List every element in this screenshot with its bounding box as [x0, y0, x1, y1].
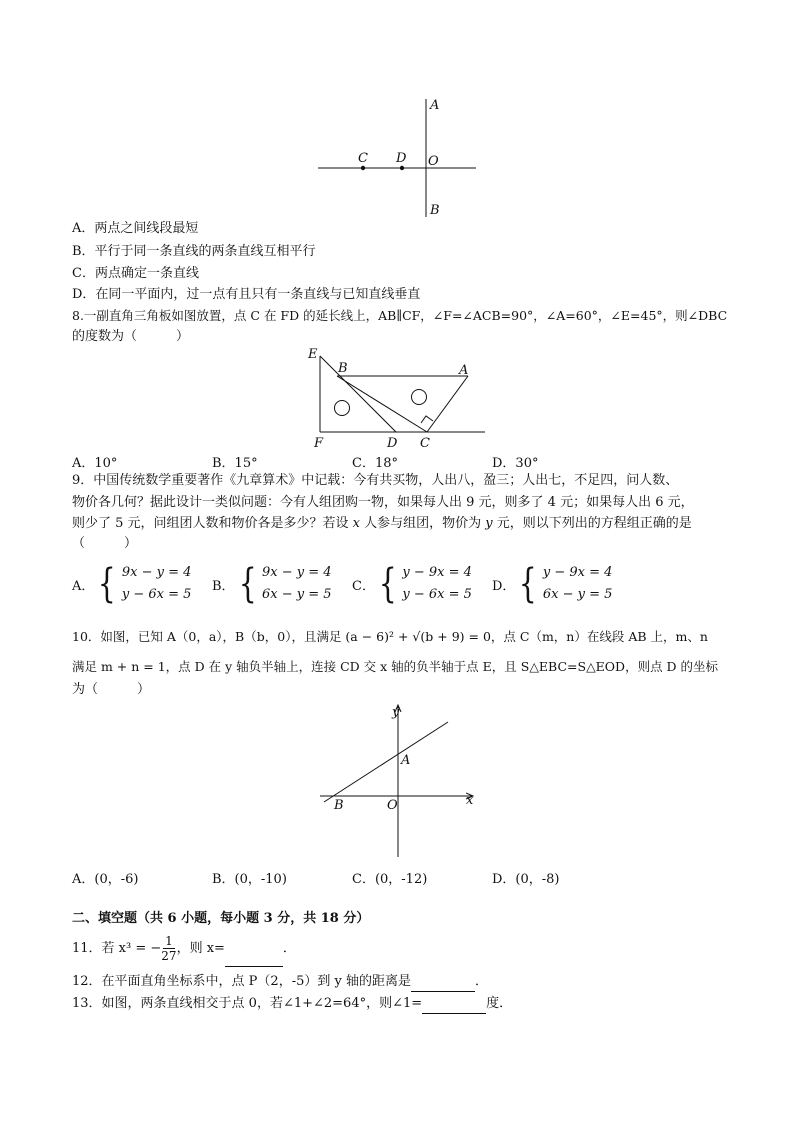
q8-stem-line2: 的度数为（ ） [72, 329, 190, 344]
q9-a-eq2: y − 6x = 5 [121, 587, 192, 602]
label-b: B [338, 361, 348, 376]
label-a: A [459, 363, 469, 378]
label-c: C [358, 151, 368, 166]
q8-option-d: D．30° [492, 456, 539, 471]
brace-icon: { [98, 561, 117, 607]
q13-end: 度． [486, 996, 513, 1011]
q10-figure [310, 700, 490, 860]
label-a: A [401, 753, 411, 768]
q9-c-eq2: y − 6x = 5 [402, 587, 472, 602]
label-o: O [428, 154, 439, 169]
q7-figure [310, 95, 490, 220]
q7-option-c: C．两点确定一条直线 [72, 266, 199, 281]
q9-stem-line2: 物价各几何？据此设计一类似问题：今有人组团购一物，如果每人出 9 元，则多了 4 元；如果每人出 6 元， [72, 495, 694, 510]
q8-option-a: A．10° [72, 456, 118, 471]
q11-prefix: 11．若 x³ = − [72, 941, 162, 956]
q9-stem-line1: 9．中国传统数学重要著作《九章算术》中记载：今有共买物，人出八，盈三；人出七，不足四，问人数、 [72, 473, 679, 488]
label-x: x [466, 793, 474, 808]
q9-b-eq1: 9x − y = 4 [262, 565, 332, 580]
q9-b-eq2: 6x − y = 5 [262, 587, 332, 602]
q7-option-d: D．在同一平面内，过一点有且只有一条直线与已知直线垂直 [72, 287, 421, 302]
q11-denominator: 27 [161, 949, 177, 963]
q9-d-eq2: 6x − y = 5 [542, 587, 613, 602]
q9-a-eq1: 9x − y = 4 [121, 565, 192, 580]
label-f: F [314, 436, 324, 451]
label-c: C [420, 436, 430, 451]
q10-stem-line2: 满足 m + n = 1，点 D 在 y 轴负半轴上，连接 CD 交 x 轴的负半轴于点 E，且 S△EBC=S△EOD，则点 D 的坐标 [72, 659, 719, 674]
brace-icon: { [378, 561, 397, 607]
q8-figure [300, 344, 495, 452]
brace-icon: { [238, 561, 257, 607]
label-e: E [308, 347, 318, 362]
label-y: y [392, 705, 400, 720]
label-d: D [387, 436, 398, 451]
label-d: D [396, 151, 407, 166]
q8-option-c: C．18° [352, 456, 398, 471]
q11-fraction [161, 934, 176, 963]
q10-stem-line1: 10．如图，已知 A（0，a），B（b，0），且满足 (a − 6)² + √(b + 9) = 0，点 C（m，n）在线段 AB 上，m、n [72, 629, 708, 644]
q11-answer-blank[interactable] [225, 932, 283, 967]
section-2-heading: 二、填空题（共 6 小题，每小题 3 分，共 18 分） [72, 911, 370, 926]
q9-line3-part2: 人参与组团，物价为 [360, 516, 486, 531]
q9-option-b-label: B． [212, 578, 235, 594]
q10-option-b: B．(0，-10) [212, 872, 287, 887]
q11-numerator: 1 [165, 934, 173, 948]
q9-d-eq1: y − 9x = 4 [542, 565, 613, 580]
q9-option-a-label: A． [72, 578, 95, 594]
q9-option-a [72, 562, 191, 606]
q9-option-c-label: C． [352, 578, 375, 594]
brace-icon: { [519, 561, 538, 607]
label-b: B [430, 203, 440, 218]
label-b: B [334, 798, 344, 813]
q9-c-eq1: y − 9x = 4 [402, 565, 472, 580]
q12-end: ． [474, 974, 488, 989]
q9-option-c [352, 562, 472, 606]
q10-option-a: A．(0，-6) [72, 872, 139, 887]
q8-option-b: B．15° [212, 456, 258, 471]
label-a: A [430, 98, 440, 113]
q7-option-a: A．两点之间线段最短 [72, 221, 199, 236]
q11 [72, 932, 296, 967]
q12 [72, 973, 488, 992]
q9-option-d [492, 562, 612, 606]
q9-line3-part1: 则少了 5 元，问组团人数和物价各是多少？若设 [72, 516, 353, 531]
q13 [72, 995, 512, 1014]
q9-option-d-label: D． [492, 578, 516, 594]
q8-stem-line1: 8.一副直角三角板如图放置，点 C 在 FD 的延长线上，AB∥CF，∠F=∠ACB=90°，∠A=60°，∠E=45°，则∠DBC [72, 308, 728, 323]
q13-text: 13．如图，两条直线相交于点 0，若∠1+∠2=64°，则∠1= [72, 996, 423, 1011]
q9-option-b [212, 562, 332, 606]
q11-end: ． [282, 941, 296, 956]
q9-line3-part3: 元，则以下列出的方程组正确的是 [492, 516, 692, 531]
q12-answer-blank[interactable] [411, 973, 475, 992]
q10-option-c: C．(0，-12) [352, 872, 428, 887]
label-o: O [387, 798, 398, 813]
q11-suffix: ，则 x= [176, 941, 225, 956]
q9-stem-line4: （ ） [72, 536, 138, 551]
q10-option-d: D．(0，-8) [492, 872, 560, 887]
q9-var-y: y [485, 516, 493, 531]
q12-text: 12．在平面直角坐标系中，点 P（2，-5）到 y 轴的距离是 [72, 974, 411, 989]
q13-answer-blank[interactable] [422, 995, 486, 1014]
q9-stem-line3 [72, 515, 692, 533]
q10-stem-line3: 为（ ） [72, 682, 151, 697]
q9-var-x: x [352, 516, 361, 531]
q7-option-b: B．平行于同一条直线的两条直线互相平行 [72, 244, 316, 259]
